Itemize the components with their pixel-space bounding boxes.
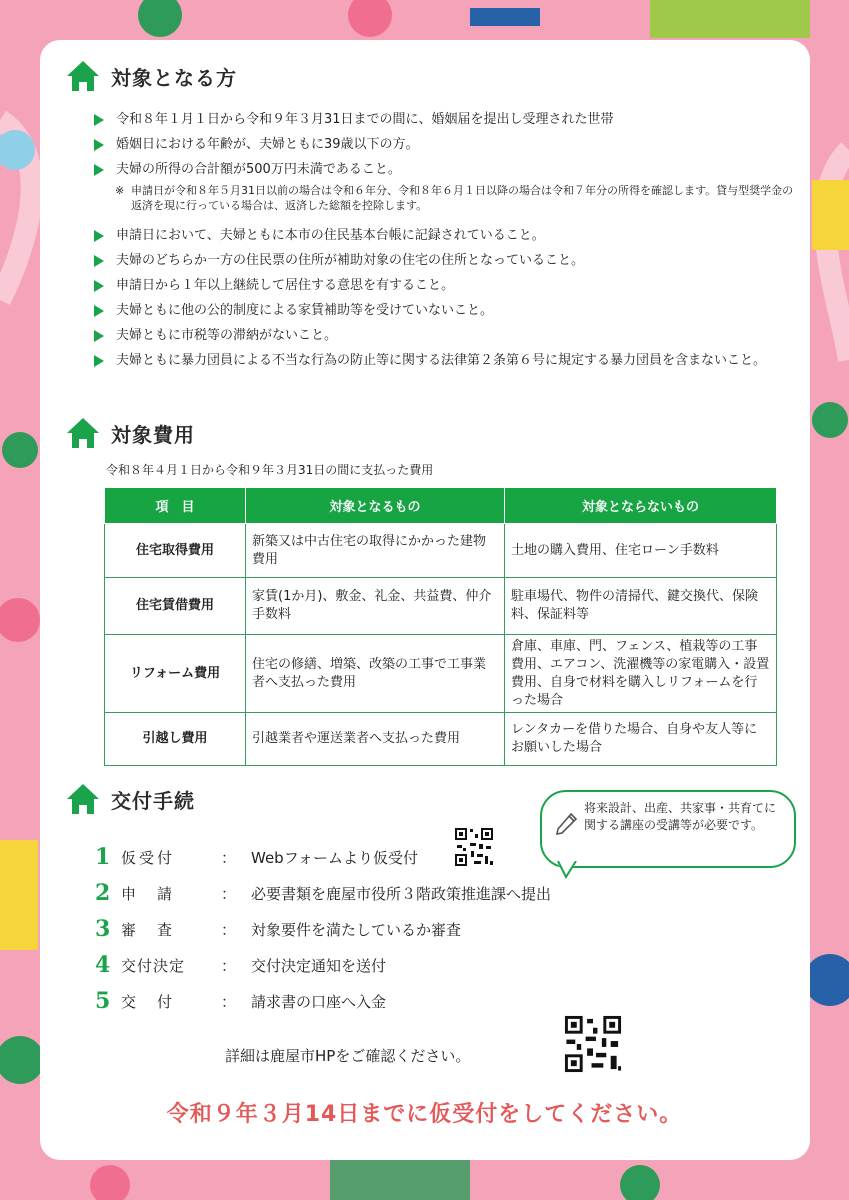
step-description: Webフォームより仮受付 — [251, 848, 418, 867]
section-title-eligible: 対象となる方 — [111, 65, 237, 90]
triangle-bullet-icon — [94, 280, 104, 292]
step-label: 仮受付 — [121, 848, 176, 867]
section-header-eligible — [65, 59, 237, 93]
triangle-bullet-icon — [94, 230, 104, 242]
house-icon — [65, 59, 101, 93]
step-number: 2 — [95, 880, 111, 906]
column-header: 対象となるもの — [246, 488, 505, 524]
criteria-item: 夫婦ともに他の公的制度による家賃補助等を受けていないこと。 — [94, 303, 794, 319]
procedure-step — [95, 914, 461, 944]
criteria-item: 令和８年１月１日から令和９年３月31日までの間に、婚姻届を提出し受理された世帯 — [94, 112, 794, 128]
bubble-text: 将来設計、出産、共家事・共育てに関する講座の受講等が必要です。 — [584, 801, 777, 832]
covered-cell: 家賃(1か月)、敷金、礼金、共益費、仲介手数料 — [246, 578, 505, 635]
step-description: 対象要件を満たしているか審査 — [251, 920, 462, 939]
detail-text: 詳細は鹿屋市HPをご確認ください。 — [225, 1047, 471, 1065]
step-number: 4 — [95, 952, 111, 978]
column-header: 対象とならないもの — [505, 488, 777, 524]
table-row — [105, 578, 777, 635]
criteria-item: 夫婦ともに市税等の滞納がないこと。 — [94, 328, 794, 344]
excluded-cell: 土地の購入費用、住宅ローン手数料 — [505, 524, 777, 578]
criteria-item: 申請日から１年以上継続して居住する意思を有すること。 — [94, 278, 794, 294]
criteria-item: 夫婦のどちらか一方の住民票の住所が補助対象の住宅の住所となっていること。 — [94, 253, 794, 269]
triangle-bullet-icon — [94, 330, 104, 342]
excluded-cell: 倉庫、車庫、門、フェンス、植栽等の工事費用、エアコン、洗濯機等の家電購入・設置費用、自身で材料を購入しリフォームを行った場合 — [505, 635, 777, 713]
cost-category: 住宅取得費用 — [105, 524, 246, 578]
column-header: 項 目 — [105, 488, 246, 524]
cost-category: リフォーム費用 — [105, 635, 246, 713]
house-icon — [65, 782, 101, 816]
excluded-cell: 駐車場代、物件の清掃代、鍵交換代、保険料、保証料等 — [505, 578, 777, 635]
speech-bubble — [540, 790, 796, 868]
covered-cell: 引越業者や運送業者へ支払った費用 — [246, 713, 505, 766]
step-colon: ： — [221, 992, 237, 1011]
procedure-step — [95, 986, 386, 1016]
cost-category: 住宅賃借費用 — [105, 578, 246, 635]
triangle-bullet-icon — [94, 355, 104, 367]
step-label: 審 査 — [121, 920, 176, 939]
qr-code-icon[interactable] — [453, 826, 495, 868]
section-header-procedure — [65, 782, 195, 816]
house-icon — [65, 416, 101, 450]
pencil-icon — [554, 812, 578, 838]
triangle-bullet-icon — [94, 305, 104, 317]
step-colon: ： — [221, 884, 237, 903]
triangle-bullet-icon — [94, 164, 104, 176]
section-header-costs — [65, 416, 195, 450]
criteria-item: 婚姻日における年齢が、夫婦ともに39歳以下の方。 — [94, 137, 794, 153]
covered-cell: 新築又は中古住宅の取得にかかった建物費用 — [246, 524, 505, 578]
excluded-cell: レンタカーを借りた場合、自身や友人等にお願いした場合 — [505, 713, 777, 766]
deadline-notice: 令和９年３月14日までに仮受付をしてください。 — [166, 1102, 683, 1127]
section-title-costs: 対象費用 — [111, 422, 195, 447]
step-label: 交 付 — [121, 992, 176, 1011]
section-title-procedure: 交付手続 — [111, 788, 195, 813]
table-row — [105, 713, 777, 766]
triangle-bullet-icon — [94, 255, 104, 267]
bubble-tail — [556, 861, 580, 879]
step-label: 申 請 — [121, 884, 176, 903]
step-description: 必要書類を鹿屋市役所３階政策推進課へ提出 — [251, 884, 552, 903]
table-row — [105, 635, 777, 713]
step-number: 5 — [95, 988, 111, 1014]
step-number: 3 — [95, 916, 111, 942]
note-text: 申請日が令和８年５月31日以前の場合は令和６年分、令和８年６月１日以降の場合は令和７年分の所得を確認します。貸与型奨学金の返済を現に行っている場合は、返済した総額を控除します。 — [131, 184, 794, 212]
cost-period: 令和８年４月１日から令和９年３月31日の間に支払った費用 — [106, 463, 434, 477]
step-label: 交付決定 — [121, 956, 186, 975]
procedure-step — [95, 950, 386, 980]
table-row — [105, 524, 777, 578]
step-number: 1 — [95, 844, 111, 870]
step-description: 交付決定通知を送付 — [251, 956, 387, 975]
note-mark: ※ — [115, 184, 125, 197]
cost-table — [104, 487, 777, 766]
criteria-item: 申請日において、夫婦ともに本市の住民基本台帳に記録されていること。 — [94, 228, 794, 244]
criteria-item: 夫婦の所得の合計額が500万円未満であること。 — [94, 162, 794, 178]
covered-cell: 住宅の修繕、増築、改築の工事で工事業者へ支払った費用 — [246, 635, 505, 713]
triangle-bullet-icon — [94, 139, 104, 151]
triangle-bullet-icon — [94, 114, 104, 126]
criteria-item: 夫婦ともに暴力団員による不当な行為の防止等に関する法律第２条第６号に規定する暴力団員を含まないこと。 — [94, 353, 794, 369]
step-colon: ： — [221, 956, 237, 975]
cost-category: 引越し費用 — [105, 713, 246, 766]
step-colon: ： — [221, 920, 237, 939]
procedure-step — [95, 878, 551, 908]
step-description: 請求書の口座へ入金 — [251, 992, 387, 1011]
qr-code-icon[interactable] — [562, 1013, 624, 1075]
table-header-row — [105, 488, 777, 524]
income-note — [115, 183, 801, 213]
step-colon: ： — [221, 848, 237, 867]
procedure-step — [95, 842, 418, 872]
